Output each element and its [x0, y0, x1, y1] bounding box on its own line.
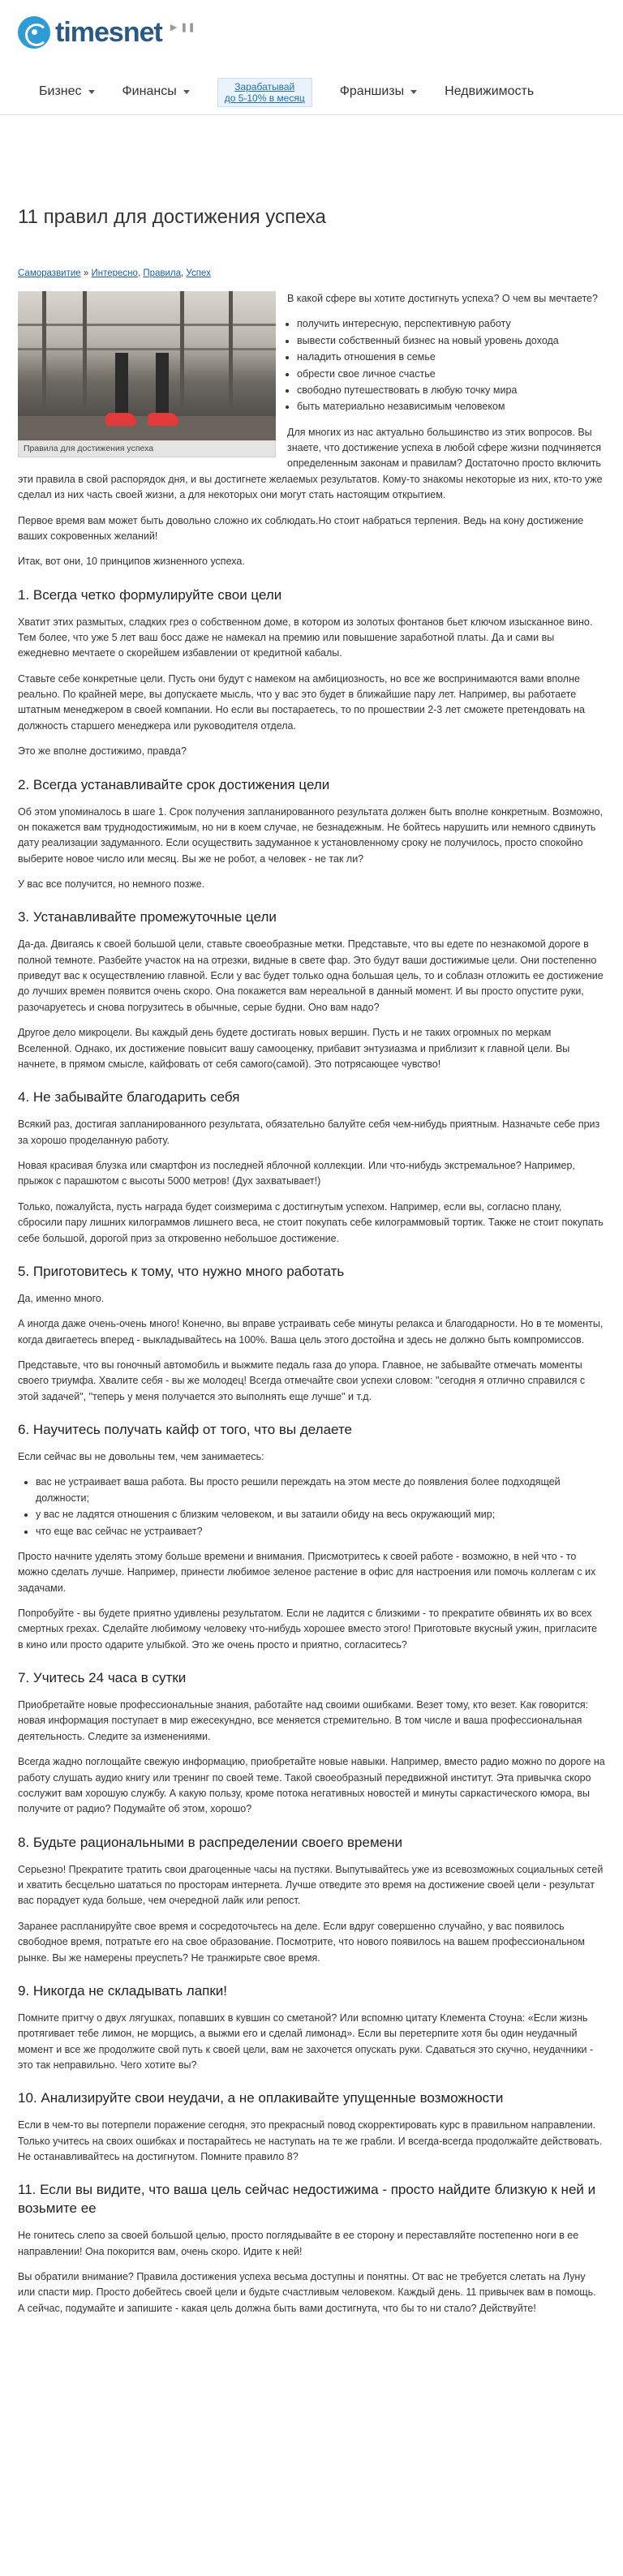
section-heading: 4. Не забывайте благодарить себя	[18, 1089, 240, 1106]
article-intro	[18, 291, 605, 513]
list-item: • что еще вас сейчас не устраивает?	[36, 1524, 605, 1539]
paragraph: Итак, вот они, 10 принципов жизненного успеха.	[18, 556, 245, 568]
paragraph: Для многих из нас актуально большинство из этих вопросов. Вы знаете, что достижение успеха в любой сфере жизни подчиняется определенным законам и правилам? Достаточно просто включить эти правила в свой распорядок дня, и вы достигнете желаемых результатов. Кому-то знакомы некоторые из них, кто-то уже сделал из них часть своей жизни, а для некоторых они могут стать настоящим открытием.	[18, 426, 603, 501]
breadcrumb-separator: »	[80, 268, 92, 279]
chevron-down-icon	[410, 90, 417, 94]
section-heading: 7. Учитесь 24 часа в сутки	[18, 1670, 187, 1686]
paragraph: Первое время вам может быть довольно сложно их соблюдать.Но стоит набраться терпения. Ведь на кону достижение ваших сокровенных желаний!	[18, 514, 584, 542]
paragraph: Ставьте себе конкретные цели. Пусть они будут с намеком на амбициозность, но все же воспринимаются вами вполне реально. По крайней мере, вы допускаете мысль, что у вас это будет в ближайшие пару лет. Например, вы работаете штатным менеджером в своей компании. Но если вы постараетесь, то по прошествии 2-3 лет сможете претендовать на должность старшего менеджера или руководителя отдела.	[18, 672, 586, 732]
logo-text: timesnet	[55, 17, 162, 48]
section-heading: 5. Приготовитесь к тому, что нужно много работать	[18, 1263, 345, 1279]
promo-line-2: до 5-10% в месяц	[224, 92, 305, 104]
paragraph: Если сейчас вы не довольны тем, чем занимаетесь:	[18, 1451, 264, 1462]
paragraph: Помните притчу о двух лягушках, попавших в кувшин со сметаной? Или вспомню цитату Клемента Стоуна: «Если жизнь протягивает тебе лимон, не морщись, а выжми его и сделай лимонад». Если вы перетерпите хотя бы один неудачный момент и все же продолжите свой путь к своей цели, вам не захочется опускать руки. Сдаваться это скучно, неудачники - это так неправильно. Чего хотите вы?	[18, 2011, 594, 2071]
section-heading: 6. Научитесь получать кайф от того, что вы делаете	[18, 1422, 353, 1438]
article-photo	[18, 291, 276, 457]
list-item: • наладить отношения в семье	[297, 350, 605, 365]
paragraph: Приобретайте новые профессиональные знания, работайте над своими ошибками. Везет тому, кто везет. Как говорится: новая информация поступает в мир ежесекундно, все меняется стремительно. В том числе и ваша профессиональная деятельность. Следите за изменениями.	[18, 1699, 589, 1742]
logo-icon	[18, 16, 50, 49]
paragraph: Только, пожалуйста, пусть награда будет соизмерима с достигнутым успехом. Например, если вы, согласно плану, сбросили пару лишних килограммов лишнего веса, не стоит покупать себе килограммовый тортик. Также не стоит покупать себе большой, дорогой приз за откровенно небольшое достижение.	[18, 1200, 604, 1244]
breadcrumb-link[interactable]: Правила	[143, 268, 182, 279]
paragraph: Представьте, что вы гоночный автомобиль и выжмите педаль газа до упора. Главное, не забывайте отмечать моменты своего триумфа. Хвалите себя - вы же молодец! Всегда отмечайте свои успехи словом: "сегодня я отлично справился с этой задачей", "теперь у меня получается это выполнять еще лучше" и т.д.	[18, 1359, 586, 1402]
section-heading: 11. Если вы видите, что ваша цель сейчас недостижима - просто найдите близкую к ней и возьмите ее	[18, 2182, 596, 2217]
promo-line-1: Зарабатывай	[234, 80, 295, 92]
nav-item-realty[interactable]	[445, 82, 534, 102]
paragraph: Хватит этих размытых, сладких грез о собственном доме, в котором из золотых фонтанов бьет ключом изысканное вино. Тем более, что уже 5 лет ваш босс даже не намекал на премию или повышение заработной платы. Да и сами вы ежедневно мечтаете о скорейшем избавлении от кредитной кабалы.	[18, 616, 593, 659]
section-heading: 1. Всегда четко формулируйте свои цели	[18, 586, 282, 603]
nav-item-label: Финансы	[122, 84, 177, 99]
paragraph: А иногда даже очень-очень много! Конечно, вы вправе устраивать себе минуты релакса и благодарности. Но в те моменты, когда двигаетесь вперед - выкладывайтесь на 100%. Ваша цель этого достойна и здесь не должно быть компромиссов.	[18, 1318, 604, 1346]
audio-player	[170, 21, 199, 35]
nav-promo-link[interactable]	[217, 78, 312, 107]
paragraph: Да, именно много.	[18, 1292, 105, 1304]
paragraph: Всегда жадно поглощайте свежую информацию, приобретайте новые навыки. Например, вместо радио можно по дороге на работу слушать аудио книгу или тренинг по своей теме. Такой своеобразный передвижной институт. Эта привычка скоро сослужит вам хорошую службу. А какую пользу, кроме потока негативных новостей и минуты саркастического юмора, вы получите от радио? Подумайте об этом, хорошо?	[18, 1756, 605, 1815]
play-icon[interactable]: ▶	[170, 23, 178, 32]
paragraph: Серьезно! Прекратите тратить свои драгоценные часы на пустяки. Выпутывайтесь уже из всевозможных социальных сетей и хватить бесцельно шататься по просторам интернета. Лучше отведите это время на достижение своей цели - результат вас порадует куда больше, чем очередной лайк или репост.	[18, 1863, 604, 1907]
paragraph: Да-да. Двигаясь к своей большой цели, ставьте своеобразные метки. Представьте, что вы едете по незнакомой дороге в полной темноте. Разбейте участок на на отрезки, видные в свете фар. Это будут ваши достижимые цели. Они постепенно приведут вас к осуществлению главной. Если у вас будет только одна большая цель, то и соблазн отложить ее достижение до лучших времен появится очень скоро. Она покажется вам нереальной в данный момент. И вы просто опустите руки, разочаруетесь и снова погрузитесь в обычные, серые будни. Оно вам надо?	[18, 938, 604, 1013]
section-heading: 2. Всегда устанавливайте срок достижения цели	[18, 776, 330, 792]
article	[0, 204, 623, 2351]
intro-list	[297, 316, 605, 414]
section-heading: 9. Никогда не складывать лапки!	[18, 1982, 228, 1999]
photo-caption: Правила для достижения успеха	[18, 440, 276, 457]
list-item: • у вас не ладятся отношения с близким человеком, и вы затаили обиду на весь окружающий мир;	[36, 1507, 605, 1522]
paragraph: Это же вполне достижимо, правда?	[18, 745, 187, 758]
paragraph: Другое дело микроцели. Вы каждый день будете достигать новых вершин. Пусть и не таких огромных по меркам Вселенной. Однако, их достижение повысит вашу самооценку, прибавит энтузиазма и приблизит к главной цели. Вы начнете, в прямом смысле, кайфовать от себя самого(самой). Это потрясающее чувство!	[18, 1027, 570, 1070]
site-header	[0, 0, 623, 70]
paragraph: Новая красивая блузка или смартфон из последней яблочной коллекции. Или что-нибудь экстремальное? Например, прыжок с парашютом с высоты 5000 метров! (Дух захватывает!)	[18, 1160, 575, 1187]
nav-item-label: Недвижимость	[445, 84, 535, 99]
intro-question: В какой сфере вы хотите достигнуть успеха? О чем вы мечтаете?	[287, 293, 598, 304]
nav-item-label: Бизнес	[39, 84, 82, 99]
page-title: 11 правил для достижения успеха	[18, 206, 326, 228]
paragraph: Заранее распланируйте свое время и сосредоточьтесь на деле. Если вдруг совершенно случайно, у вас появилось свободное время, потратьте его на свое образование. Посмотрите, что нового появилось на вашем профессиональном рынке. Вы же намерены преуспеть? Не транжирьте свое время.	[18, 1920, 585, 1964]
list-item: • вас не устраивает ваша работа. Вы просто решили переждать на этом месте до появления более подходящей должности;	[36, 1475, 605, 1506]
nav-item-finance[interactable]	[122, 82, 190, 102]
breadcrumb: Саморазвитие » Интересно, Правила, Успех	[18, 268, 211, 279]
paragraph: Если в чем-то вы потерпели поражение сегодня, это прекрасный повод скорректировать курс в правильном направлении. Только учитесь на своих ошибках и постарайтесь не наступать на те же грабли. И всегда-всегда продолжайте действовать. Не останавливайтесь на достигнутом. Помните правило 8?	[18, 2119, 603, 2162]
nav-item-label: Франшизы	[339, 84, 405, 99]
running-shoes-image	[18, 291, 276, 440]
main-nav	[0, 70, 623, 115]
paragraph: У вас все получится, но немного позже.	[18, 878, 205, 890]
breadcrumb-link[interactable]: Успех	[186, 268, 211, 279]
paragraph: Всякий раз, достигая запланированного результата, обязательно балуйте себя чем-нибудь приятным. Назначьте себе приз за хорошо проделанную работу.	[18, 1118, 600, 1146]
breadcrumb-link[interactable]: Интересно	[91, 268, 138, 279]
list-item: • вывести собственный бизнес на новый уровень дохода	[297, 333, 605, 349]
site-logo[interactable]	[18, 16, 162, 49]
paragraph: Об этом упоминалось в шаге 1. Срок получения запланированного результата должен быть вполне конкретным. Возможно, он покажется вам труднодостижимым, но ни в коем случае, не безнадежным. Не бойтесь нарушить или немного сдвинуть дату реализации задуманного. Если осуществить задуманное к установленному сроку не получилось, просто спокойно выберите новое число или месяц. Вы же не робот, а человек - не так ли?	[18, 805, 604, 865]
list-item: • быть материально независимым человеком	[297, 399, 605, 414]
section-heading: 3. Устанавливайте промежуточные цели	[18, 909, 277, 925]
section-heading: 8. Будьте рациональными в распределении своего времени	[18, 1834, 402, 1850]
nav-item-business[interactable]	[39, 82, 95, 102]
pause-icon[interactable]: ❚❚	[180, 23, 195, 32]
breadcrumb-link[interactable]: Саморазвитие	[18, 268, 81, 279]
paragraph: Попробуйте - вы будете приятно удивлены результатом. Если не ладится с близкими - то прекратите обвинять их во всех смертных грехах. Сделайте любимому человеку что-нибудь хорошее вместо этого! Приготовьте вкусный ужин, пригласите в кино или просто одарите улыбкой. Это же очень просто и приятно, согласитесь?	[18, 1608, 598, 1651]
list-item: • обрести свое личное счастье	[297, 367, 605, 382]
paragraph: Не гонитесь слепо за своей большой целью, просто поглядывайте в ее сторону и переставляйте постепенно ноги в ее направлении! Она покорится вам, очень скоро. Идите к ней!	[18, 2230, 579, 2257]
nav-item-franchises[interactable]	[340, 82, 417, 102]
bullet-list	[36, 1475, 605, 1539]
paragraph: Просто начните уделять этому больше времени и внимания. Присмотритесь к своей работе - возможно, в ней что - то можно сделать лучше. Например, принести любимое зеленое растение в офис для настроения или помочь коллегам с их задачами.	[18, 1550, 596, 1594]
list-item: • свободно путешествовать в любую точку мира	[297, 383, 605, 398]
list-item: • получить интересную, перспективную работу	[297, 316, 605, 332]
chevron-down-icon	[183, 90, 190, 94]
chevron-down-icon	[88, 90, 95, 94]
section-heading: 10. Анализируйте свои неудачи, а не оплакивайте упущенные возможности	[18, 2090, 504, 2106]
paragraph: Вы обратили внимание? Правила достижения успеха весьма доступны и понятны. От вас не требуется слетать на Луну или спасти мир. Просто добейтесь своей цели и будьте счастливым человеком. Каждый день. 11 привычек вам в помощь. А сейчас, подумайте и запишите - какая цель должна быть вами достигнута, что бы то ни стало? Действуйте!	[18, 2271, 596, 2314]
